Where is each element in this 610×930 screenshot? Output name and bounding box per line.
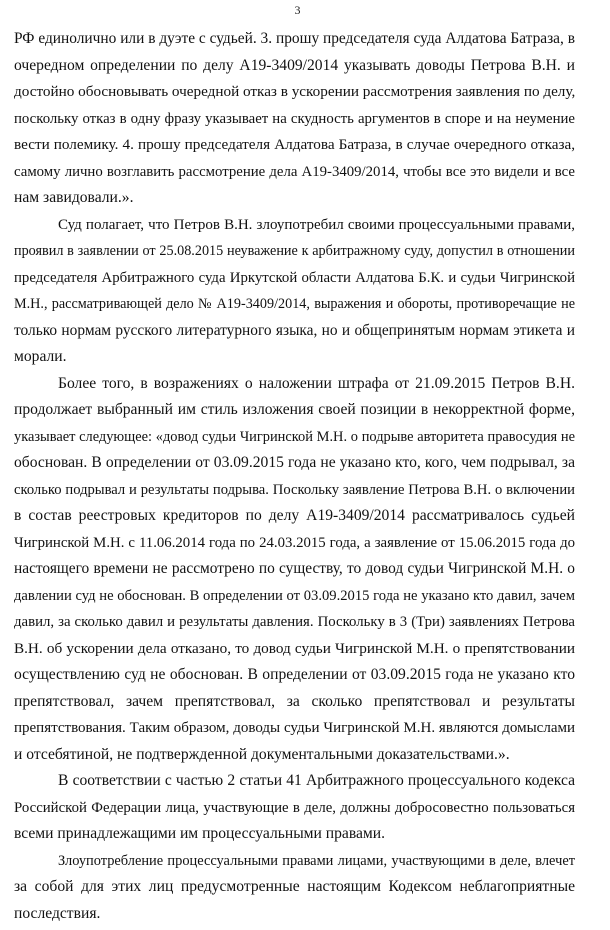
text-line: в состав реестровых кредиторов по делу А19-3409/2014 рассматривалось судьей <box>14 507 575 524</box>
text-line: Более того, в возражениях о наложении штрафа от 21.09.2015 Петров В.Н. <box>58 374 575 392</box>
text-line: препятствовал, зачем препятствовал, за сколько препятствовал и результаты <box>14 692 575 710</box>
document-body <box>14 26 575 927</box>
text-line: осуществлению суд не обоснован. В определении от 03.09.2015 года не указано кто <box>14 666 575 683</box>
text-line: очередном определении по делу А19-3409/2014 указывать доводы Петрова В.Н. и <box>14 56 575 74</box>
text-line: продолжает выбранный им стиль изложения своей позиции в некорректной форме, <box>14 401 575 418</box>
text-line: указывает следующее: «довод судьи Чигринской М.Н. о подрыве авторитета правосудия не <box>14 428 575 445</box>
text-line: за собой для этих лиц предусмотренные настоящим Кодексом неблагоприятные <box>14 878 575 895</box>
page-number: 3 <box>294 3 301 17</box>
text-line: председателя Арбитражного суда Иркутской области Алдатова Б.К. и судьи Чигринской <box>14 269 575 286</box>
text-line: достойно обосновывать очередной отказ в ускорении рассмотрения заявления по делу, <box>14 83 575 100</box>
text-line: сколько подрывал и результаты подрыва. Поскольку заявление Петрова В.Н. о включении <box>14 481 575 498</box>
text-line: проявил в заявлении от 25.08.2015 неуважение к арбитражному суду, допустил в отношении <box>14 243 575 259</box>
text-line: давил, за сколько давил и результаты давления. Поскольку в 3 (Три) заявлениях Петрова <box>14 614 575 630</box>
text-line: Чигринской М.Н. с 11.06.2014 года по 24.03.2015 года, а заявление от 15.06.2015 года до <box>14 534 575 551</box>
text-line: поскольку отказ в одну фразу указывает на скудность аргументов в споре и на неумение <box>14 110 575 127</box>
text-line: препятствования. Таким образом, доводы судьи Чигринской М.Н. являются домыслами <box>14 720 575 736</box>
text-line: Российской Федерации лица, участвующие в деле, должны добросовестно пользоваться <box>14 799 575 816</box>
text-line: давлении суд не обоснован. В определении от 03.09.2015 года не указано кто давил, зачем <box>14 587 575 604</box>
paragraph <box>14 212 575 371</box>
text-line: В соответствии с частью 2 статьи 41 Арбитражного процессуального кодекса <box>58 772 575 789</box>
text-line: последствия. <box>14 904 101 922</box>
text-line: и отсебятиной, не подтвержденной документальными доказательствами.». <box>14 745 510 763</box>
text-line: настоящего времени не рассмотрено по существу, то довод судьи Чигринской М.Н. о <box>14 560 575 577</box>
text-line: обоснован. В определении от 03.09.2015 года не указано кто, кого, чем подрывал, за <box>14 454 575 471</box>
paragraph <box>14 371 575 769</box>
text-line: РФ единолично или в дуэте с судьей. 3. прошу председателя суда Алдатова Батраза, в <box>14 30 575 47</box>
paragraph <box>14 848 575 928</box>
text-line: самому лично возглавить рассмотрение дела А19-3409/2014, чтобы все это видели и все <box>14 163 575 180</box>
text-line: морали. <box>14 348 67 365</box>
text-line: М.Н., рассматривающей дело № А19-3409/2014, выражения и обороты, противоречащие не <box>14 296 575 312</box>
text-line: В.Н. об ускорении дела отказано, то довод судьи Чигринской М.Н. о препятствовании <box>14 639 575 657</box>
text-line: Суд полагает, что Петров В.Н. злоупотребил своими процессуальными правами, <box>58 216 575 233</box>
text-line: Злоупотребление процессуальными правами лицами, участвующими в деле, влечет <box>58 852 575 869</box>
text-line: нам завидовали.». <box>14 189 134 206</box>
text-line: только нормам русского литературного языка, но и общепринятым нормам этикета и <box>14 321 575 339</box>
paragraph <box>14 26 575 212</box>
paragraph <box>14 768 575 848</box>
text-line: всеми принадлежащими им процессуальными правами. <box>14 825 386 842</box>
text-line: вести полемику. 4. прошу председателя Алдатова Батраза, в случае очередного отказа, <box>14 136 575 153</box>
